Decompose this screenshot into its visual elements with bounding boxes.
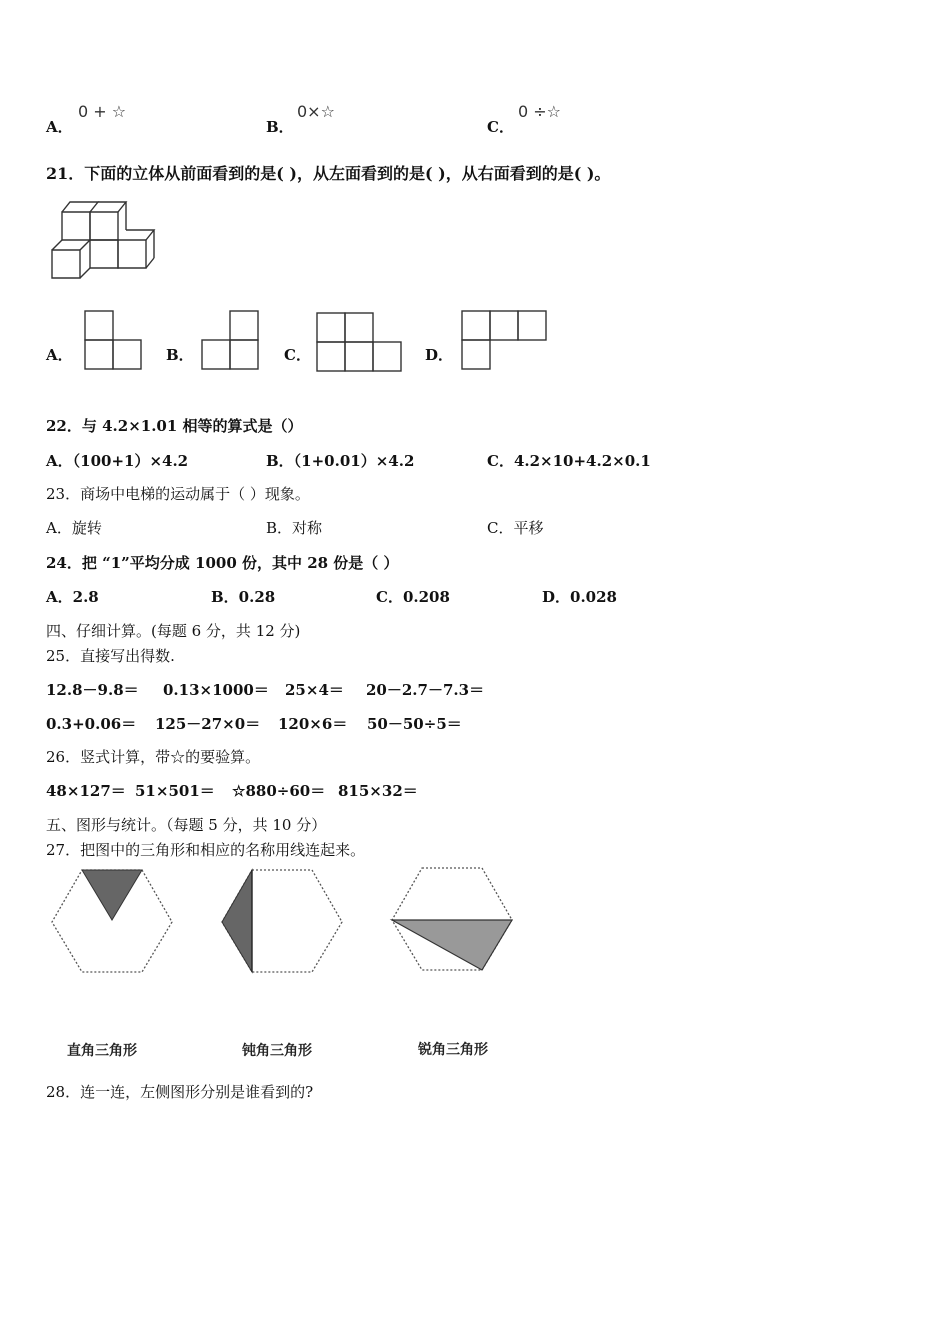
q27-question-text: 27．把图中的三角形和相应的名称用线连起来。 <box>46 841 366 859</box>
q24-question-text: 24．把 “1”平均分成 1000 份，其中 28 份是（ ） <box>46 554 399 572</box>
q25-problem: 0.13×1000＝ <box>163 681 269 699</box>
q24-option-a: A．2.8 <box>46 588 99 606</box>
q27-label-obtuse-triangle: 钝角三角形 <box>242 1043 312 1059</box>
q27-hexagon-figure-3 <box>390 866 514 974</box>
q20-option-b-expression: 0×☆ <box>297 102 335 121</box>
q28-question-text: 28．连一连，左侧图形分别是谁看到的? <box>46 1083 314 1101</box>
q21-option-d-letter: D． <box>425 346 454 364</box>
q23-option-c: C．平移 <box>487 519 544 537</box>
q26-problem: ☆880÷60＝ <box>232 782 326 800</box>
q27-hexagon-figure-2 <box>220 868 344 976</box>
q20-option-c-letter: C． <box>487 118 514 136</box>
q20-option-c-expression: 0 ÷☆ <box>518 102 562 121</box>
q21-question-text: 21．下面的立体从前面看到的是( )，从左面看到的是( )，从右面看到的是( )。 <box>46 164 611 183</box>
q26-problem: 815×32＝ <box>338 782 418 800</box>
q21-cube-solid-figure <box>48 200 160 284</box>
section-5-heading: 五、图形与统计。（每题 5 分，共 10 分） <box>46 816 327 834</box>
q20-option-a-expression: 0 + ☆ <box>78 102 127 121</box>
q25-problem: 25×4＝ <box>285 681 344 699</box>
q23-option-a: A．旋转 <box>46 519 102 537</box>
q24-option-b: B．0.28 <box>211 588 276 606</box>
q21-option-c-view-figure <box>316 312 404 374</box>
q27-label-acute-triangle: 锐角三角形 <box>418 1042 488 1058</box>
q22-question-text: 22．与 4.2×1.01 相等的算式是（） <box>46 417 303 435</box>
q26-question-text: 26．竖式计算，带☆的要验算。 <box>46 748 261 766</box>
q23-option-b: B．对称 <box>266 519 323 537</box>
q20-option-a-letter: A． <box>46 118 73 136</box>
q21-option-d-view-figure <box>461 310 549 372</box>
q25-question-text: 25．直接写出得数. <box>46 647 175 665</box>
q21-option-c-letter: C． <box>284 346 311 364</box>
q23-question-text: 23．商场中电梯的运动属于（ ）现象。 <box>46 485 310 503</box>
q25-problem: 120×6＝ <box>278 715 348 733</box>
q25-problem: 50－50÷5＝ <box>367 715 462 733</box>
section-4-heading: 四、仔细计算。(每题 6 分，共 12 分) <box>46 622 301 640</box>
q25-problem: 20－2.7－7.3＝ <box>366 681 485 699</box>
q22-option-c: C．4.2×10+4.2×0.1 <box>487 452 651 470</box>
q24-option-c: C．0.208 <box>376 588 450 606</box>
q22-option-a: A．（100+1）×4.2 <box>46 452 189 470</box>
q22-option-b: B．（1+0.01）×4.2 <box>266 452 415 470</box>
q27-hexagon-figure-1 <box>50 868 174 976</box>
q21-option-b-letter: B． <box>166 346 194 364</box>
q25-problem: 125－27×0＝ <box>155 715 261 733</box>
q25-problem: 0.3+0.06＝ <box>46 715 137 733</box>
q21-option-a-letter: A． <box>46 346 73 364</box>
q26-problem: 48×127＝ <box>46 782 126 800</box>
q26-problem: 51×501＝ <box>135 782 215 800</box>
q20-option-b-letter: B． <box>266 118 294 136</box>
q24-option-d: D．0.028 <box>542 588 617 606</box>
q21-option-a-view-figure <box>84 310 144 372</box>
q25-problem: 12.8－9.8＝ <box>46 681 139 699</box>
q27-label-right-triangle: 直角三角形 <box>67 1043 137 1059</box>
q21-option-b-view-figure <box>201 310 261 372</box>
